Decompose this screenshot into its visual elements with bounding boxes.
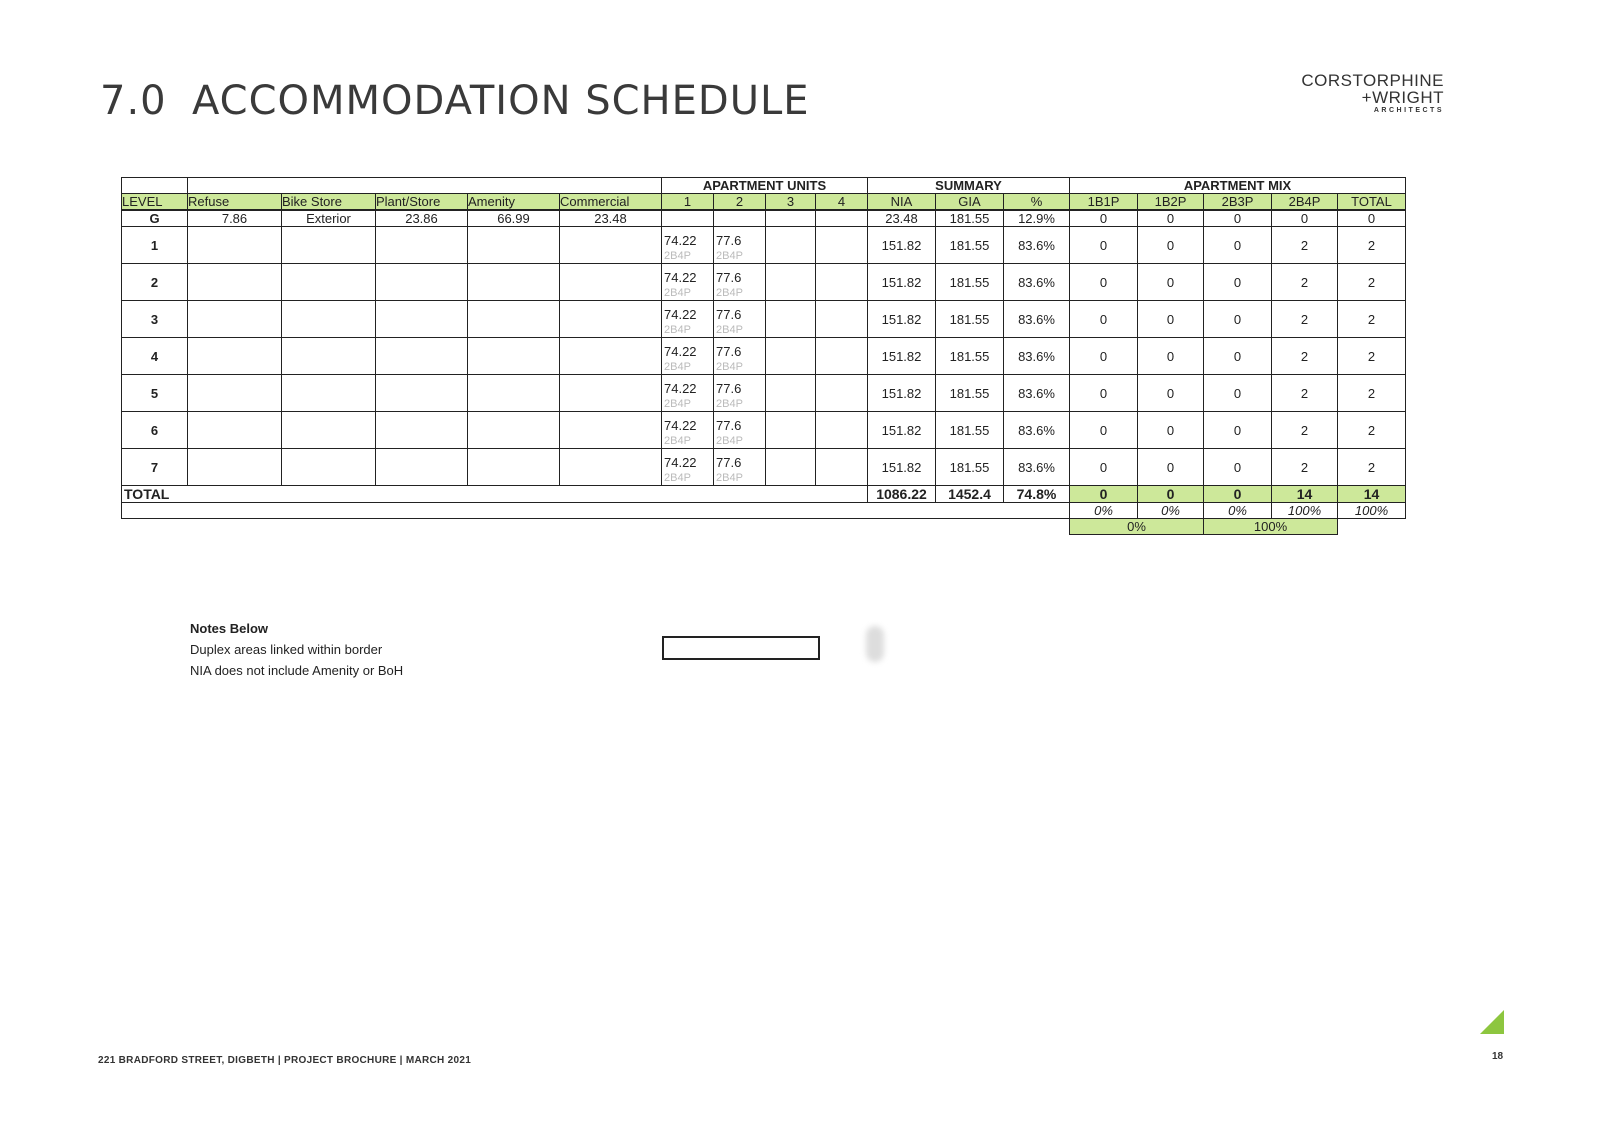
mix-grouped-2bed: 100% xyxy=(1204,519,1338,535)
unit-area: 77.6 xyxy=(716,307,742,322)
group-header-row xyxy=(122,178,1406,194)
cell-m2: 0 xyxy=(1138,301,1204,338)
cell-u2 xyxy=(714,227,766,264)
col-header-unit-2: 2 xyxy=(714,194,766,210)
cell-refuse xyxy=(188,264,282,301)
cell-m4: 2 xyxy=(1272,301,1338,338)
cell-commercial xyxy=(560,264,662,301)
unit-area: 74.22 xyxy=(664,455,697,470)
mix-percent-1b2p: 0% xyxy=(1138,503,1204,519)
cell-m2: 0 xyxy=(1138,227,1204,264)
cell-mt: 2 xyxy=(1338,338,1406,375)
cell-m3: 0 xyxy=(1204,375,1272,412)
col-header-percent: % xyxy=(1004,194,1070,210)
total-total: 14 xyxy=(1338,486,1406,503)
cell-plant xyxy=(376,301,468,338)
unit-type-label: 2B4P xyxy=(664,435,691,447)
cell-u3 xyxy=(766,338,816,375)
unit-type-label: 2B4P xyxy=(664,398,691,410)
unit-type-label: 2B4P xyxy=(716,324,743,336)
cell-plant xyxy=(376,264,468,301)
unit-type-label: 2B4P xyxy=(716,435,743,447)
cell-refuse xyxy=(188,301,282,338)
cell-refuse xyxy=(188,338,282,375)
scan-smudge xyxy=(866,626,884,662)
cell-bike xyxy=(282,227,376,264)
cell-amenity xyxy=(468,338,560,375)
unit-area: 74.22 xyxy=(664,344,697,359)
cell-bike xyxy=(282,301,376,338)
cell-u4 xyxy=(816,264,868,301)
cell-m1: 0 xyxy=(1070,338,1138,375)
unit-area: 74.22 xyxy=(664,381,697,396)
cell-m2: 0 xyxy=(1138,449,1204,486)
cell-m1: 0 xyxy=(1070,375,1138,412)
notes-line-2: NIA does not include Amenity or BoH xyxy=(190,663,404,678)
cell-mt: 2 xyxy=(1338,227,1406,264)
cell-level: 3 xyxy=(122,301,188,338)
cell-amenity xyxy=(468,449,560,486)
cell-m2: 0 xyxy=(1138,211,1204,227)
mix-percent-row xyxy=(122,503,1406,519)
col-header-bike-store: Bike Store xyxy=(282,194,376,210)
cell-u3 xyxy=(766,264,816,301)
cell-m2: 0 xyxy=(1138,412,1204,449)
col-header-gia: GIA xyxy=(936,194,1004,210)
cell-u4 xyxy=(816,412,868,449)
cell-nia: 151.82 xyxy=(868,227,936,264)
table-row xyxy=(122,227,1406,264)
cell-u1 xyxy=(662,412,714,449)
cell-gia: 181.55 xyxy=(936,301,1004,338)
unit-type-label: 2B4P xyxy=(716,361,743,373)
cell-pct: 83.6% xyxy=(1004,227,1070,264)
logo-line3: ARCHITECTS xyxy=(1373,107,1444,114)
unit-type-label: 2B4P xyxy=(664,361,691,373)
unit-type-label: 2B4P xyxy=(664,250,691,262)
cell-nia: 151.82 xyxy=(868,301,936,338)
cell-m1: 0 xyxy=(1070,449,1138,486)
page-number: 18 xyxy=(1492,1051,1504,1062)
cell-plant xyxy=(376,449,468,486)
architect-logo xyxy=(1301,72,1444,116)
cell-m4: 2 xyxy=(1272,375,1338,412)
table-row xyxy=(122,301,1406,338)
total-gia: 1452.4 xyxy=(936,486,1004,503)
cell-u1 xyxy=(662,301,714,338)
cell-plant xyxy=(376,338,468,375)
cell-gia: 181.55 xyxy=(936,211,1004,227)
column-header-row xyxy=(122,194,1406,210)
cell-bike xyxy=(282,449,376,486)
cell-refuse xyxy=(188,412,282,449)
unit-type-label: 2B4P xyxy=(716,472,743,484)
cell-level: 6 xyxy=(122,412,188,449)
cell-m2: 0 xyxy=(1138,264,1204,301)
total-percent: 74.8% xyxy=(1004,486,1070,503)
cell-refuse xyxy=(188,449,282,486)
cell-u3 xyxy=(766,449,816,486)
cell-pct: 83.6% xyxy=(1004,375,1070,412)
unit-area: 77.6 xyxy=(716,270,742,285)
logo-line1: CORSTORPHINE xyxy=(1301,71,1444,90)
cell-nia: 151.82 xyxy=(868,412,936,449)
cell-nia: 151.82 xyxy=(868,338,936,375)
cell-u4 xyxy=(816,375,868,412)
cell-commercial xyxy=(560,449,662,486)
duplex-border-legend-box xyxy=(662,636,820,660)
cell-m4: 2 xyxy=(1272,449,1338,486)
table-row xyxy=(122,412,1406,449)
cell-u1 xyxy=(662,449,714,486)
unit-area: 77.6 xyxy=(716,344,742,359)
cell-gia: 181.55 xyxy=(936,338,1004,375)
cell-gia: 181.55 xyxy=(936,375,1004,412)
cell-plant xyxy=(376,375,468,412)
cell-m3: 0 xyxy=(1204,449,1272,486)
cell-amenity xyxy=(468,264,560,301)
col-header-2b3p: 2B3P xyxy=(1204,194,1272,210)
cell-level: 4 xyxy=(122,338,188,375)
corner-triangle-icon xyxy=(1480,1010,1504,1034)
cell-m4: 2 xyxy=(1272,264,1338,301)
cell-mt: 2 xyxy=(1338,375,1406,412)
unit-area: 77.6 xyxy=(716,233,742,248)
cell-level: 5 xyxy=(122,375,188,412)
total-row xyxy=(122,486,1406,503)
cell-gia: 181.55 xyxy=(936,412,1004,449)
cell-level: 1 xyxy=(122,227,188,264)
cell-u2 xyxy=(714,412,766,449)
header-blank-cell xyxy=(122,178,188,194)
cell-bike xyxy=(282,412,376,449)
col-header-nia: NIA xyxy=(868,194,936,210)
cell-u4 xyxy=(816,301,868,338)
cell-m1: 0 xyxy=(1070,301,1138,338)
table-row xyxy=(122,264,1406,301)
cell-bike xyxy=(282,264,376,301)
cell-nia: 151.82 xyxy=(868,264,936,301)
col-header-refuse: Refuse xyxy=(188,194,282,210)
unit-area: 77.6 xyxy=(716,455,742,470)
cell-pct: 12.9% xyxy=(1004,211,1070,227)
unit-type-label: 2B4P xyxy=(716,250,743,262)
cell-m2: 0 xyxy=(1138,338,1204,375)
cell-pct: 83.6% xyxy=(1004,412,1070,449)
total-nia: 1086.22 xyxy=(868,486,936,503)
cell-u1 xyxy=(662,338,714,375)
unit-area: 77.6 xyxy=(716,381,742,396)
cell-m3: 0 xyxy=(1204,264,1272,301)
cell-u4 xyxy=(816,449,868,486)
table-row xyxy=(122,338,1406,375)
cell-u3 xyxy=(766,211,816,227)
cell-u1 xyxy=(662,264,714,301)
unit-type-label: 2B4P xyxy=(664,324,691,336)
unit-area: 74.22 xyxy=(664,307,697,322)
mix-grouped-row xyxy=(122,519,1406,535)
cell-level: 7 xyxy=(122,449,188,486)
cell-u3 xyxy=(766,301,816,338)
mix-percent-1b1p: 0% xyxy=(1070,503,1138,519)
col-header-plant-store: Plant/Store xyxy=(376,194,468,210)
cell-commercial xyxy=(560,412,662,449)
total-1b2p: 0 xyxy=(1138,486,1204,503)
col-header-commercial: Commercial xyxy=(560,194,662,210)
accommodation-schedule-table xyxy=(121,177,1406,535)
section-number: 7.0 xyxy=(100,78,167,124)
cell-u2 xyxy=(714,301,766,338)
cell-u2 xyxy=(714,264,766,301)
mix-percent-total: 100% xyxy=(1338,503,1406,519)
total-2b4p: 14 xyxy=(1272,486,1338,503)
cell-amenity xyxy=(468,412,560,449)
col-header-unit-4: 4 xyxy=(816,194,868,210)
unit-type-label: 2B4P xyxy=(664,472,691,484)
cell-gia: 181.55 xyxy=(936,264,1004,301)
total-1b1p: 0 xyxy=(1070,486,1138,503)
notes-title: Notes Below xyxy=(190,621,269,636)
footer-text: 221 BRADFORD STREET, DIGBETH | PROJECT BROCHURE | MARCH 2021 xyxy=(98,1055,472,1066)
cell-u3 xyxy=(766,227,816,264)
cell-u3 xyxy=(766,412,816,449)
col-header-unit-1: 1 xyxy=(662,194,714,210)
unit-area: 74.22 xyxy=(664,418,697,433)
cell-m4: 2 xyxy=(1272,338,1338,375)
cell-bike: Exterior xyxy=(282,211,376,227)
cell-commercial xyxy=(560,338,662,375)
mix-percent-2b3p: 0% xyxy=(1204,503,1272,519)
cell-u3 xyxy=(766,375,816,412)
cell-commercial xyxy=(560,227,662,264)
cell-refuse xyxy=(188,375,282,412)
cell-u2 xyxy=(714,211,766,227)
cell-m1: 0 xyxy=(1070,264,1138,301)
unit-area: 74.22 xyxy=(664,270,697,285)
logo-line2: +WRIGHT xyxy=(1361,88,1444,107)
unit-type-label: 2B4P xyxy=(716,287,743,299)
cell-amenity xyxy=(468,301,560,338)
col-header-1b2p: 1B2P xyxy=(1138,194,1204,210)
cell-plant: 23.86 xyxy=(376,211,468,227)
cell-m3: 0 xyxy=(1204,301,1272,338)
header-blank-span xyxy=(188,178,662,194)
notes-block xyxy=(190,618,403,681)
col-header-total: TOTAL xyxy=(1338,194,1406,210)
cell-m3: 0 xyxy=(1204,211,1272,227)
cell-nia: 151.82 xyxy=(868,449,936,486)
cell-level: 2 xyxy=(122,264,188,301)
mix-grouped-blank xyxy=(122,519,1070,535)
cell-m3: 0 xyxy=(1204,412,1272,449)
cell-m1: 0 xyxy=(1070,412,1138,449)
cell-gia: 181.55 xyxy=(936,449,1004,486)
col-header-1b1p: 1B1P xyxy=(1070,194,1138,210)
col-header-2b4p: 2B4P xyxy=(1272,194,1338,210)
cell-m1: 0 xyxy=(1070,211,1138,227)
cell-nia: 151.82 xyxy=(868,375,936,412)
cell-m3: 0 xyxy=(1204,227,1272,264)
notes-line-1: Duplex areas linked within border xyxy=(190,642,383,657)
cell-u4 xyxy=(816,338,868,375)
cell-mt: 2 xyxy=(1338,412,1406,449)
cell-u2 xyxy=(714,375,766,412)
mix-percent-blank xyxy=(122,503,1070,519)
cell-bike xyxy=(282,375,376,412)
cell-pct: 83.6% xyxy=(1004,449,1070,486)
cell-u2 xyxy=(714,338,766,375)
cell-gia: 181.55 xyxy=(936,227,1004,264)
section-title: ACCOMMODATION SCHEDULE xyxy=(192,78,810,124)
unit-area: 74.22 xyxy=(664,233,697,248)
cell-level: G xyxy=(122,211,188,227)
unit-type-label: 2B4P xyxy=(664,287,691,299)
cell-m4: 2 xyxy=(1272,412,1338,449)
cell-bike xyxy=(282,338,376,375)
cell-mt: 2 xyxy=(1338,301,1406,338)
mix-grouped-end xyxy=(1338,519,1406,535)
cell-mt: 2 xyxy=(1338,449,1406,486)
group-summary: SUMMARY xyxy=(868,178,1070,194)
cell-amenity xyxy=(468,375,560,412)
cell-u4 xyxy=(816,211,868,227)
cell-nia: 23.48 xyxy=(868,211,936,227)
cell-refuse: 7.86 xyxy=(188,211,282,227)
cell-m2: 0 xyxy=(1138,375,1204,412)
cell-m4: 2 xyxy=(1272,227,1338,264)
table-row xyxy=(122,375,1406,412)
cell-u1 xyxy=(662,211,714,227)
cell-plant xyxy=(376,227,468,264)
col-header-amenity: Amenity xyxy=(468,194,560,210)
col-header-unit-3: 3 xyxy=(766,194,816,210)
col-header-level: LEVEL xyxy=(122,194,188,210)
total-label: TOTAL xyxy=(122,486,868,503)
cell-u4 xyxy=(816,227,868,264)
cell-commercial xyxy=(560,375,662,412)
group-apartment-mix: APARTMENT MIX xyxy=(1070,178,1406,194)
unit-area: 77.6 xyxy=(716,418,742,433)
cell-amenity: 66.99 xyxy=(468,211,560,227)
cell-u2 xyxy=(714,449,766,486)
cell-commercial xyxy=(560,301,662,338)
cell-pct: 83.6% xyxy=(1004,301,1070,338)
cell-commercial: 23.48 xyxy=(560,211,662,227)
total-2b3p: 0 xyxy=(1204,486,1272,503)
group-apartment-units: APARTMENT UNITS xyxy=(662,178,868,194)
cell-mt: 2 xyxy=(1338,264,1406,301)
page-title xyxy=(100,78,810,124)
mix-percent-2b4p: 100% xyxy=(1272,503,1338,519)
cell-amenity xyxy=(468,227,560,264)
cell-pct: 83.6% xyxy=(1004,264,1070,301)
table-row xyxy=(122,211,1406,227)
mix-grouped-1bed: 0% xyxy=(1070,519,1204,535)
cell-u1 xyxy=(662,227,714,264)
cell-u1 xyxy=(662,375,714,412)
cell-pct: 83.6% xyxy=(1004,338,1070,375)
cell-m4: 0 xyxy=(1272,211,1338,227)
cell-mt: 0 xyxy=(1338,211,1406,227)
table-row xyxy=(122,449,1406,486)
cell-m3: 0 xyxy=(1204,338,1272,375)
cell-m1: 0 xyxy=(1070,227,1138,264)
cell-plant xyxy=(376,412,468,449)
unit-type-label: 2B4P xyxy=(716,398,743,410)
cell-refuse xyxy=(188,227,282,264)
